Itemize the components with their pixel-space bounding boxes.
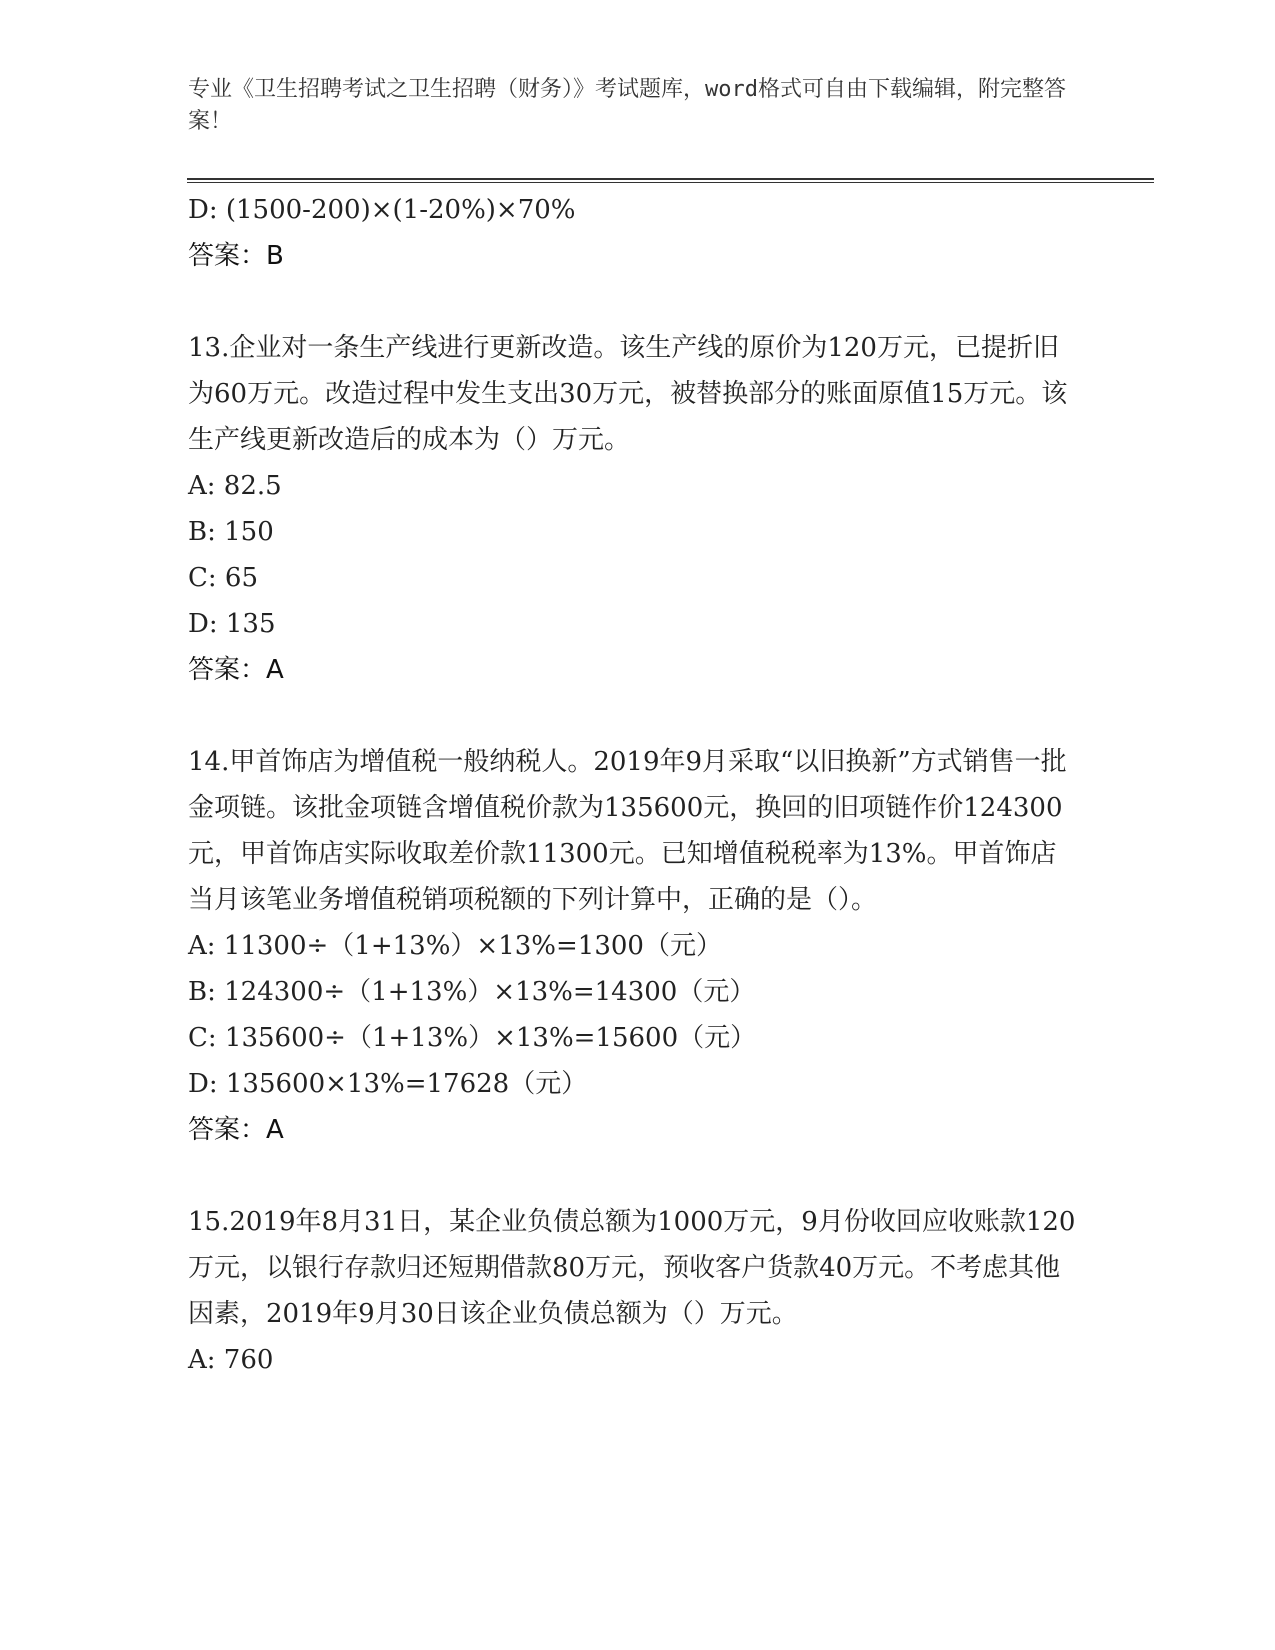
prev-question-answer: 答案：B — [188, 241, 284, 271]
answer: 答案：A — [188, 1115, 284, 1145]
question-list — [188, 187, 1088, 1383]
question-14 — [188, 739, 1088, 1153]
option-c: C: 65 — [188, 563, 259, 593]
header-text: 专业《卫生招聘考试之卫生招聘（财务）》考试题库，word格式可自由下载编辑，附完整答案！ — [188, 77, 1066, 134]
option-b: B: 150 — [188, 517, 274, 547]
option-a: A: 760 — [188, 1345, 274, 1375]
spacer — [188, 279, 1088, 325]
question-15 — [188, 1199, 1088, 1383]
document-header — [188, 74, 1068, 138]
answer: 答案：A — [188, 655, 284, 685]
option-d: D: 135600×13%=17628（元） — [188, 1069, 588, 1099]
spacer — [188, 693, 1088, 739]
option-a: A: 11300÷（1+13%）×13%=1300（元） — [188, 931, 722, 961]
option-a: A: 82.5 — [188, 471, 282, 501]
question-13 — [188, 325, 1088, 693]
option-b: B: 124300÷（1+13%）×13%=14300（元） — [188, 977, 756, 1007]
option-d: D: 135 — [188, 609, 276, 639]
prev-question-option-d: D: (1500-200)×(1-20%)×70% — [188, 195, 576, 225]
header-divider — [187, 178, 1154, 183]
question-stem: 14.甲首饰店为增值税一般纳税人。2019年9月采取“以旧换新”方式销售一批金项链。该批金项链含增值税价款为135600元，换回的旧项链作价124300元，甲首饰店实际收取差价款11300元。已知增值税税率为13%。甲首饰店当月该笔业务增值税销项税额的下列计算中，正确的是（）。 — [188, 747, 1067, 915]
question-stem: 15.2019年8月31日，某企业负债总额为1000万元，9月份收回应收账款120万元，以银行存款归还短期借款80万元，预收客户货款40万元。不考虑其他因素，2019年9月30日该企业负债总额为（）万元。 — [188, 1207, 1076, 1329]
option-c: C: 135600÷（1+13%）×13%=15600（元） — [188, 1023, 757, 1053]
question-stem: 13.企业对一条生产线进行更新改造。该生产线的原价为120万元，已提折旧为60万元。改造过程中发生支出30万元，被替换部分的账面原值15万元。该生产线更新改造后的成本为（）万元。 — [188, 333, 1068, 455]
spacer — [188, 1153, 1088, 1199]
